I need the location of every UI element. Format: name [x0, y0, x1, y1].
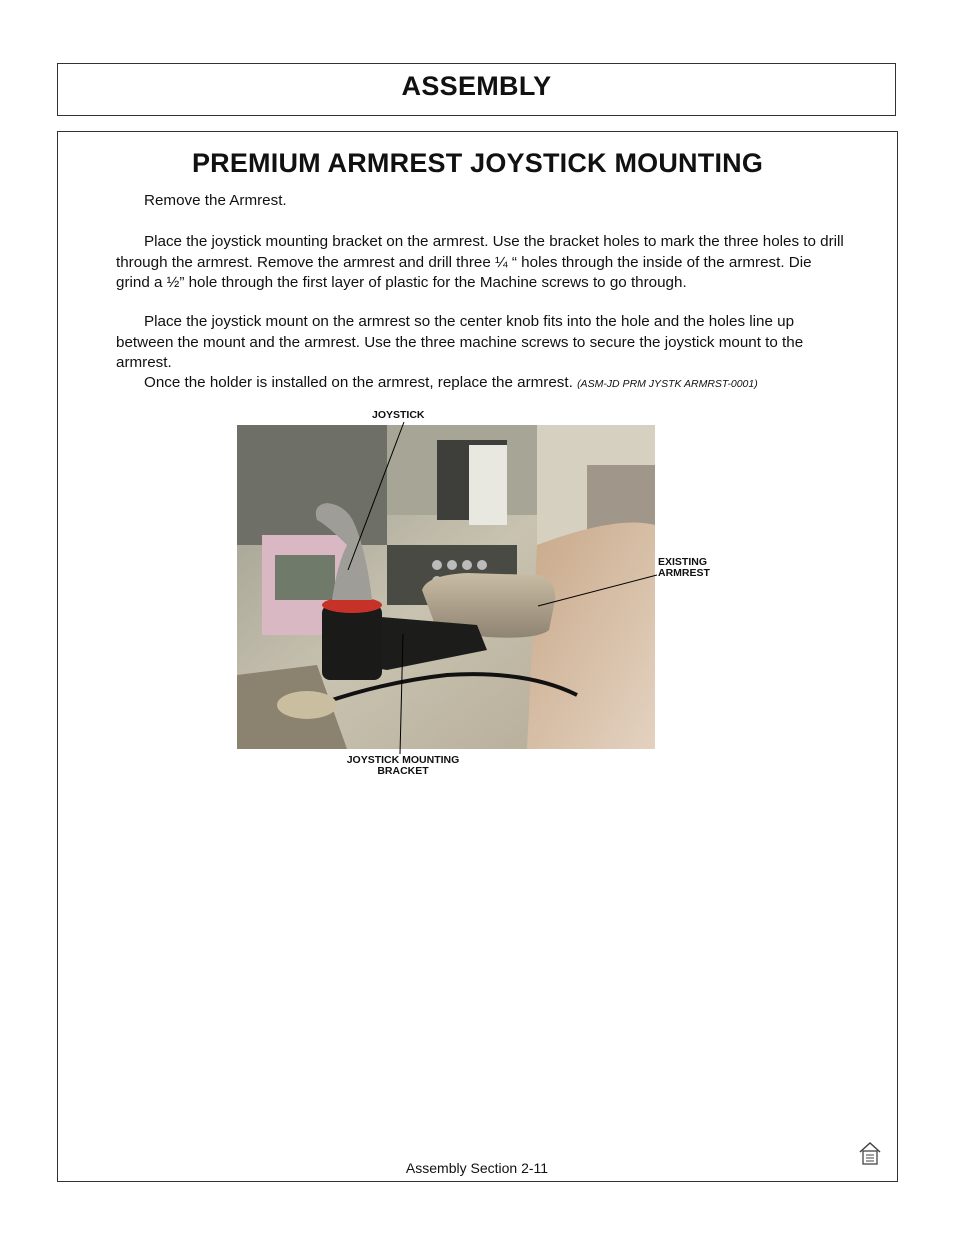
- instruction-paragraph-4-text: Once the holder is installed on the armrest, replace the armrest.: [144, 374, 578, 391]
- page-header-title: ASSEMBLY: [401, 71, 552, 101]
- callout-existing-armrest-line1: EXISTING: [658, 556, 708, 568]
- reference-code: (ASM-JD PRM JYSTK ARMRST-0001): [577, 378, 758, 390]
- header-box: [57, 63, 896, 116]
- instruction-paragraph-4: [116, 373, 844, 395]
- callout-bracket-line2: BRACKET: [377, 765, 429, 777]
- instruction-paragraph-1: Remove the Armrest.: [144, 192, 287, 209]
- joystick-armrest-photo: [237, 425, 655, 749]
- instruction-paragraph-3: Place the joystick mount on the armrest so the center knob fits into the hole and the holes line up between the mount and the armrest. Use the three machine screws to secure the joystick mount to the armrest.: [116, 313, 804, 371]
- callout-existing-armrest-line2: ARMREST: [658, 567, 710, 579]
- callout-joystick-mounting-bracket: [338, 755, 468, 777]
- page-footer: Assembly Section 2-11: [405, 1160, 549, 1176]
- callout-bracket-line1: JOYSTICK MOUNTING: [346, 754, 460, 766]
- callout-existing-armrest: [658, 557, 710, 579]
- home-icon[interactable]: [858, 1140, 882, 1166]
- instruction-paragraph-2: Place the joystick mounting bracket on the armrest. Use the bracket holes to mark the three holes to drill through the armrest. Remove the armrest and drill three ¼ “ holes through the inside of the armrest. Die grind a ½” hole through the first layer of plastic for the Machine screws to go through.: [116, 233, 844, 291]
- callout-joystick: JOYSTICK: [372, 409, 425, 421]
- section-title: PREMIUM ARMREST JOYSTICK MOUNTING: [191, 148, 764, 178]
